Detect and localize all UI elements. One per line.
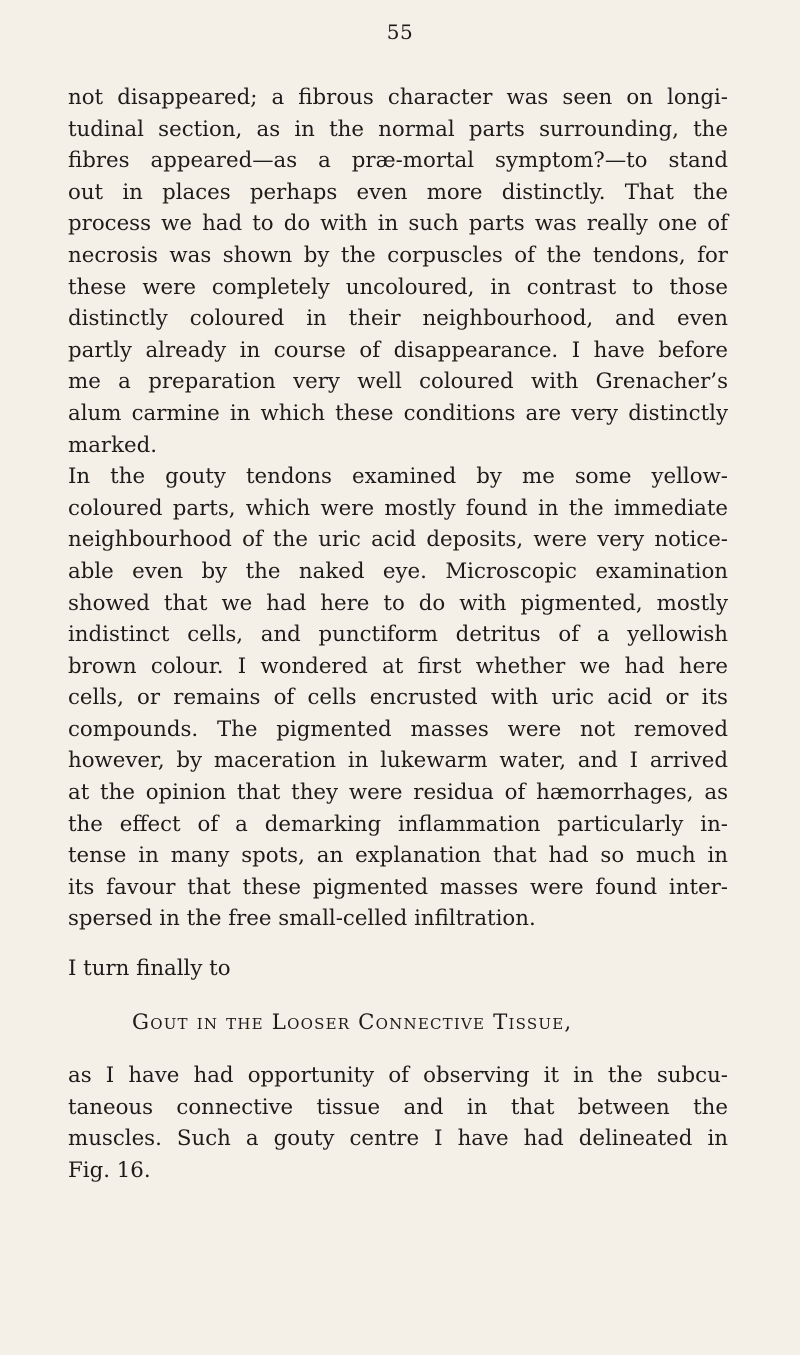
text-line: fibres appeared—as a præ-mortal symptom?—to stand	[68, 148, 728, 174]
paragraph-1	[68, 82, 728, 461]
page-number: 55	[386, 20, 414, 44]
text-line: as I have had opportunity of observing it in the subcu-	[68, 1063, 728, 1089]
text-line: tense in many spots, an explanation that had so much in	[68, 843, 728, 869]
text-line: coloured parts, which were mostly found in the immediate	[68, 495, 728, 521]
text-line: out in places perhaps even more distinctly. That the	[68, 179, 728, 205]
heading-text: Gout in the Looser Connective Tissue,	[132, 1009, 573, 1035]
text-line: not disappeared; a fibrous character was seen on longi-	[68, 85, 728, 110]
text-line: In the gouty tendons examined by me some yellow-	[68, 464, 728, 490]
text-line: showed that we had here to do with pigmented, mostly	[68, 590, 728, 616]
text-line: cells, or remains of cells encrusted with uric acid or its	[68, 685, 728, 711]
text-line: muscles. Such a gouty centre I have had delineated in	[68, 1126, 728, 1152]
text-line: at the opinion that they were residua of hæmorrhages, as	[68, 780, 728, 806]
text-line: these were completely uncoloured, in contrast to those	[68, 274, 728, 300]
paragraph-2	[68, 461, 728, 935]
text-line: process we had to do with in such parts was really one of	[68, 211, 728, 237]
text-line: partly already in course of disappearance. I have before	[68, 337, 728, 363]
text-line: compounds. The pigmented masses were not removed	[68, 716, 728, 742]
text-line: alum carmine in which these conditions are very distinctly	[68, 400, 728, 426]
text-line: indistinct cells, and punctiform detritus of a yellowish	[68, 622, 728, 648]
text-line: I turn finally to	[68, 956, 231, 982]
text-line: neighbourhood of the uric acid deposits, were very notice-	[68, 527, 728, 553]
text-line: brown colour. I wondered at first whether we had here	[68, 653, 728, 679]
section-heading	[68, 1007, 728, 1039]
text-line: its favour that these pigmented masses were found inter-	[68, 874, 728, 900]
body-text	[68, 82, 728, 1187]
text-line: the effect of a demarking inflammation particularly in-	[68, 811, 728, 837]
text-line: tudinal section, as in the normal parts surrounding, the	[68, 116, 728, 142]
text-line: spersed in the free small-celled infiltration.	[68, 906, 536, 932]
paragraph-4	[68, 1060, 728, 1186]
text-line: taneous connective tissue and in that between the	[68, 1094, 728, 1120]
text-line: able even by the naked eye. Microscopic examination	[68, 558, 728, 584]
text-line: Fig. 16.	[68, 1158, 151, 1183]
text-line: me a preparation very well coloured with Grenacher’s	[68, 369, 728, 395]
text-line: however, by maceration in lukewarm water, and I arrived	[68, 748, 728, 774]
text-line: marked.	[68, 432, 157, 458]
paragraph-3	[68, 953, 728, 985]
text-line: necrosis was shown by the corpuscles of the tendons, for	[68, 242, 728, 268]
text-line: distinctly coloured in their neighbourhood, and even	[68, 306, 728, 332]
